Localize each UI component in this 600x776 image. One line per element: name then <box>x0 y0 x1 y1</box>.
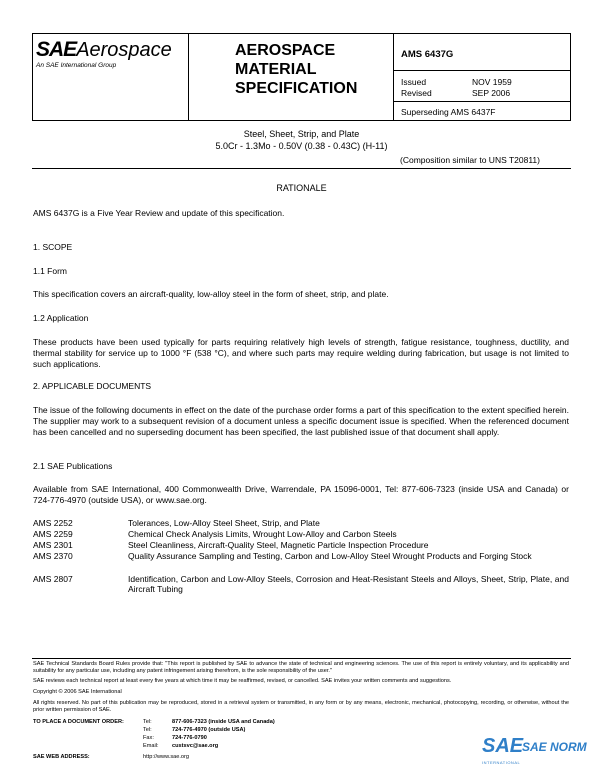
watermark-sae-mark: SAE <box>482 735 524 757</box>
reference-code: AMS 2259 <box>33 529 73 539</box>
reference-code: AMS 2807 <box>33 574 73 584</box>
application-text: These products have been used typically for parts requiring relatively high levels of strength, fatigue resistance, toughness, ductility, and thermal stability for service up to 1000 °F (538 °C), and where such parts may require welding during fabrication, but usage is not limited to such applications. <box>33 337 569 369</box>
scope-heading: 1. SCOPE <box>33 242 73 252</box>
contact-label: Email: <box>143 743 159 749</box>
board-rules-text: SAE Technical Standards Board Rules provide that: "This report is published by SAE to advance the state of technical and engineering sciences. The use of this report is entirely voluntary, and its applicability and suitability for any particular use, including any patent infringement arising therefrom, is the sole responsibility of the user." <box>33 661 569 675</box>
contact-label: Tel: <box>143 727 152 733</box>
form-heading: 1.1 Form <box>33 266 68 276</box>
spec-subtitle-line1: Steel, Sheet, Strip, and Plate <box>243 129 360 139</box>
reference-title: Quality Assurance Sampling and Testing, Carbon and Low-Alloy Steel Wrought Products and Forging Stock <box>128 551 532 561</box>
issued-date: NOV 1959 <box>472 77 512 87</box>
document-type-title <box>235 41 357 98</box>
rights-text: All rights reserved. No part of this publication may be reproduced, stored in a retrieval system or transmitted, in any form or by any means, electronic, mechanical, photocopying, recording, or otherwise, without the prior written permission of SAE. <box>33 700 569 714</box>
revised-date: SEP 2006 <box>472 88 511 98</box>
watermark-sae-norm: SAE NORM <box>522 740 587 754</box>
title-line-1: AEROSPACE <box>235 42 336 59</box>
header-divider-left <box>188 33 189 121</box>
web-label: SAE WEB ADDRESS: <box>33 754 90 760</box>
contact-label: Tel: <box>143 719 152 725</box>
contact-label: Fax: <box>143 735 154 741</box>
title-line-3: SPECIFICATION <box>235 80 358 97</box>
logo-sae: SAE <box>36 38 77 61</box>
review-text: SAE reviews each technical report at least every five years at which time it may be reaffirmed, revised, or cancelled. SAE invites your written comments and suggestions. <box>33 678 452 684</box>
reference-title: Steel Cleanliness, Aircraft-Quality Steel, Magnetic Particle Inspection Procedure <box>128 540 429 550</box>
watermark-international: INTERNATIONAL <box>482 760 521 765</box>
contact-value: 877-606-7323 (inside USA and Canada) <box>172 719 275 725</box>
reference-title: Chemical Check Analysis Limits, Wrought Low-Alloy and Carbon Steels <box>128 529 397 539</box>
form-text: This specification covers an aircraft-quality, low-alloy steel in the form of sheet, strip, and plate. <box>33 289 389 299</box>
web-value: http://www.sae.org <box>143 754 190 760</box>
sae-publications-heading: 2.1 SAE Publications <box>33 461 113 471</box>
revised-label: Revised <box>401 88 432 98</box>
reference-title: Identification, Carbon and Low-Alloy Steels, Corrosion and Heat-Resistant Steels and Alloys, Sheet, Strip, Plate, and Aircraft Tubing <box>128 574 569 594</box>
title-line-2: MATERIAL <box>235 61 317 78</box>
reference-code: AMS 2370 <box>33 551 73 561</box>
issued-label: Issued <box>401 77 427 87</box>
spec-number: AMS 6437G <box>401 49 454 60</box>
reference-title: Tolerances, Low-Alloy Steel Sheet, Strip, and Plate <box>128 518 320 528</box>
sae-aerospace-logo <box>36 38 172 62</box>
header-rule-1 <box>393 70 571 71</box>
footer-rule <box>32 658 571 659</box>
applicable-documents-text: The issue of the following documents in effect on the date of the purchase order forms a part of this specification to the extent specified herein. The supplier may work to a subsequent revision of a document unless a specific document issue is specified. When the referenced document has been cancelled and no superseding document has been specified, the last published issue of that document shall apply. <box>33 405 569 437</box>
contact-value: 724-776-0790 <box>172 735 207 741</box>
reference-code: AMS 2252 <box>33 518 73 528</box>
applicable-documents-heading: 2. APPLICABLE DOCUMENTS <box>33 381 152 391</box>
header-divider-right <box>393 33 394 121</box>
contact-value: 724-776-4970 (outside USA) <box>172 727 246 733</box>
logo-aerospace: Aerospace <box>76 39 172 61</box>
rationale-heading: RATIONALE <box>276 183 327 193</box>
spec-subtitle-line2: 5.0Cr - 1.3Mo - 0.50V (0.38 - 0.43C) (H-11) <box>215 141 388 151</box>
copyright-text: Copyright © 2006 SAE International <box>33 689 122 695</box>
superseding-note: Superseding AMS 6437F <box>401 107 496 117</box>
application-heading: 1.2 Application <box>33 313 89 323</box>
contact-value: custsvc@sae.org <box>172 743 219 749</box>
reference-code: AMS 2301 <box>33 540 73 550</box>
sae-norm-watermark <box>482 735 594 769</box>
composition-note: (Composition similar to UNS T20811) <box>400 155 540 165</box>
logo-tagline: An SAE International Group <box>36 62 117 69</box>
order-label: TO PLACE A DOCUMENT ORDER: <box>33 719 124 725</box>
availability-text: Available from SAE International, 400 Commonwealth Drive, Warrendale, PA 15096-0001, Tel: 877-606-7323 (inside USA and Canada) or 724-776-4970 (outside USA), or www.sae.org. <box>33 484 569 505</box>
subtitle-rule <box>32 168 571 169</box>
rationale-text: AMS 6437G is a Five Year Review and update of this specification. <box>33 208 285 218</box>
header-rule-2 <box>393 101 571 102</box>
